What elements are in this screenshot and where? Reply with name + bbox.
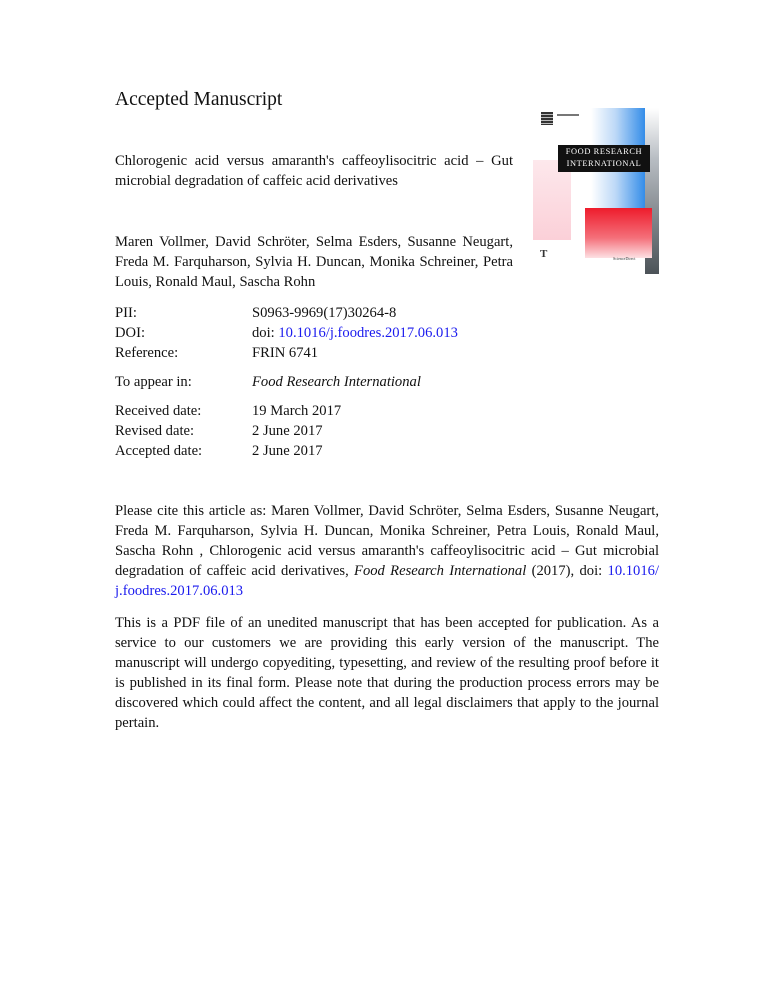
meta-pii <box>115 303 396 323</box>
meta-reference <box>115 343 318 363</box>
cover-journal-line2: INTERNATIONAL <box>566 159 642 168</box>
article-title: Chlorogenic acid versus amaranth's caffeoylisocitric acid – Gut microbial degradation of caffeic acid derivatives <box>115 153 513 189</box>
received-value: 19 March 2017 <box>252 403 342 419</box>
journal-cover-image <box>533 108 659 274</box>
citation-paragraph <box>115 501 659 601</box>
meta-revised <box>115 421 323 441</box>
citation-middle: (2017), doi: <box>526 563 608 579</box>
reference-value: FRIN 6741 <box>252 345 319 361</box>
revised-value: 2 June 2017 <box>252 423 323 439</box>
pii-value: S0963-9969(17)30264-8 <box>252 305 397 321</box>
reference-label: Reference: <box>115 345 179 361</box>
cover-issn-line <box>557 114 579 116</box>
cover-red-block <box>585 208 652 258</box>
doi-link[interactable]: 10.1016/j.foodres.2017.06.013 <box>278 325 458 341</box>
cover-journal-banner <box>558 145 650 172</box>
page-heading: Accepted Manuscript <box>115 89 283 110</box>
meta-doi <box>115 323 458 343</box>
cover-pink-block <box>533 160 571 240</box>
doi-label: DOI: <box>115 325 145 341</box>
citation-journal: Food Research International <box>354 563 527 579</box>
citation-doi-link[interactable]: 10.1016/ j.foodres.2017.06.013 <box>115 563 659 599</box>
received-label: Received date: <box>115 403 202 419</box>
elsevier-logo-icon <box>541 112 553 125</box>
cover-journal-line1: FOOD RESEARCH <box>565 147 643 156</box>
meta-received <box>115 401 341 421</box>
meta-accepted <box>115 441 323 461</box>
disclaimer-paragraph: This is a PDF file of an unedited manuscript that has been accepted for publication. As a service to our customers we are providing this early version of the manuscript. The manuscript will undergo copyediting, typesetting, and review of the resulting proof before it is published in its final form. Please note that during the production process errors may be discovered which could affect the content, and all legal disclaimers that apply to the journal pertain. <box>115 615 659 731</box>
revised-label: Revised date: <box>115 423 195 439</box>
pii-label: PII: <box>115 305 137 321</box>
publisher-mark: T <box>540 248 548 260</box>
accepted-value: 2 June 2017 <box>252 443 323 459</box>
appear-label: To appear in: <box>115 374 192 390</box>
sciencedirect-label: ScienceDirect <box>613 256 636 261</box>
meta-appear <box>115 372 421 392</box>
citation-text: Please cite this article as: Maren Vollmer, David Schröter, Selma Esders, Susanne Neugart, Freda M. Farquharson, Sylvia H. Duncan, Monika Schreiner, Petra Louis, Ronald Maul, Sascha Rohn , Chlorogenic acid versus amaranth's caffeoylisocitric acid – Gut microbial degradation of caffeic acid derivatives, <box>115 503 659 579</box>
author-list: Maren Vollmer, David Schröter, Selma Esders, Susanne Neugart, Freda M. Farquharson, Sylvia H. Duncan, Monika Schreiner, Petra Louis, Ronald Maul, Sascha Rohn <box>115 234 513 290</box>
doi-prefix: doi: <box>252 325 279 341</box>
appear-value: Food Research International <box>252 374 421 390</box>
accepted-label: Accepted date: <box>115 443 203 459</box>
